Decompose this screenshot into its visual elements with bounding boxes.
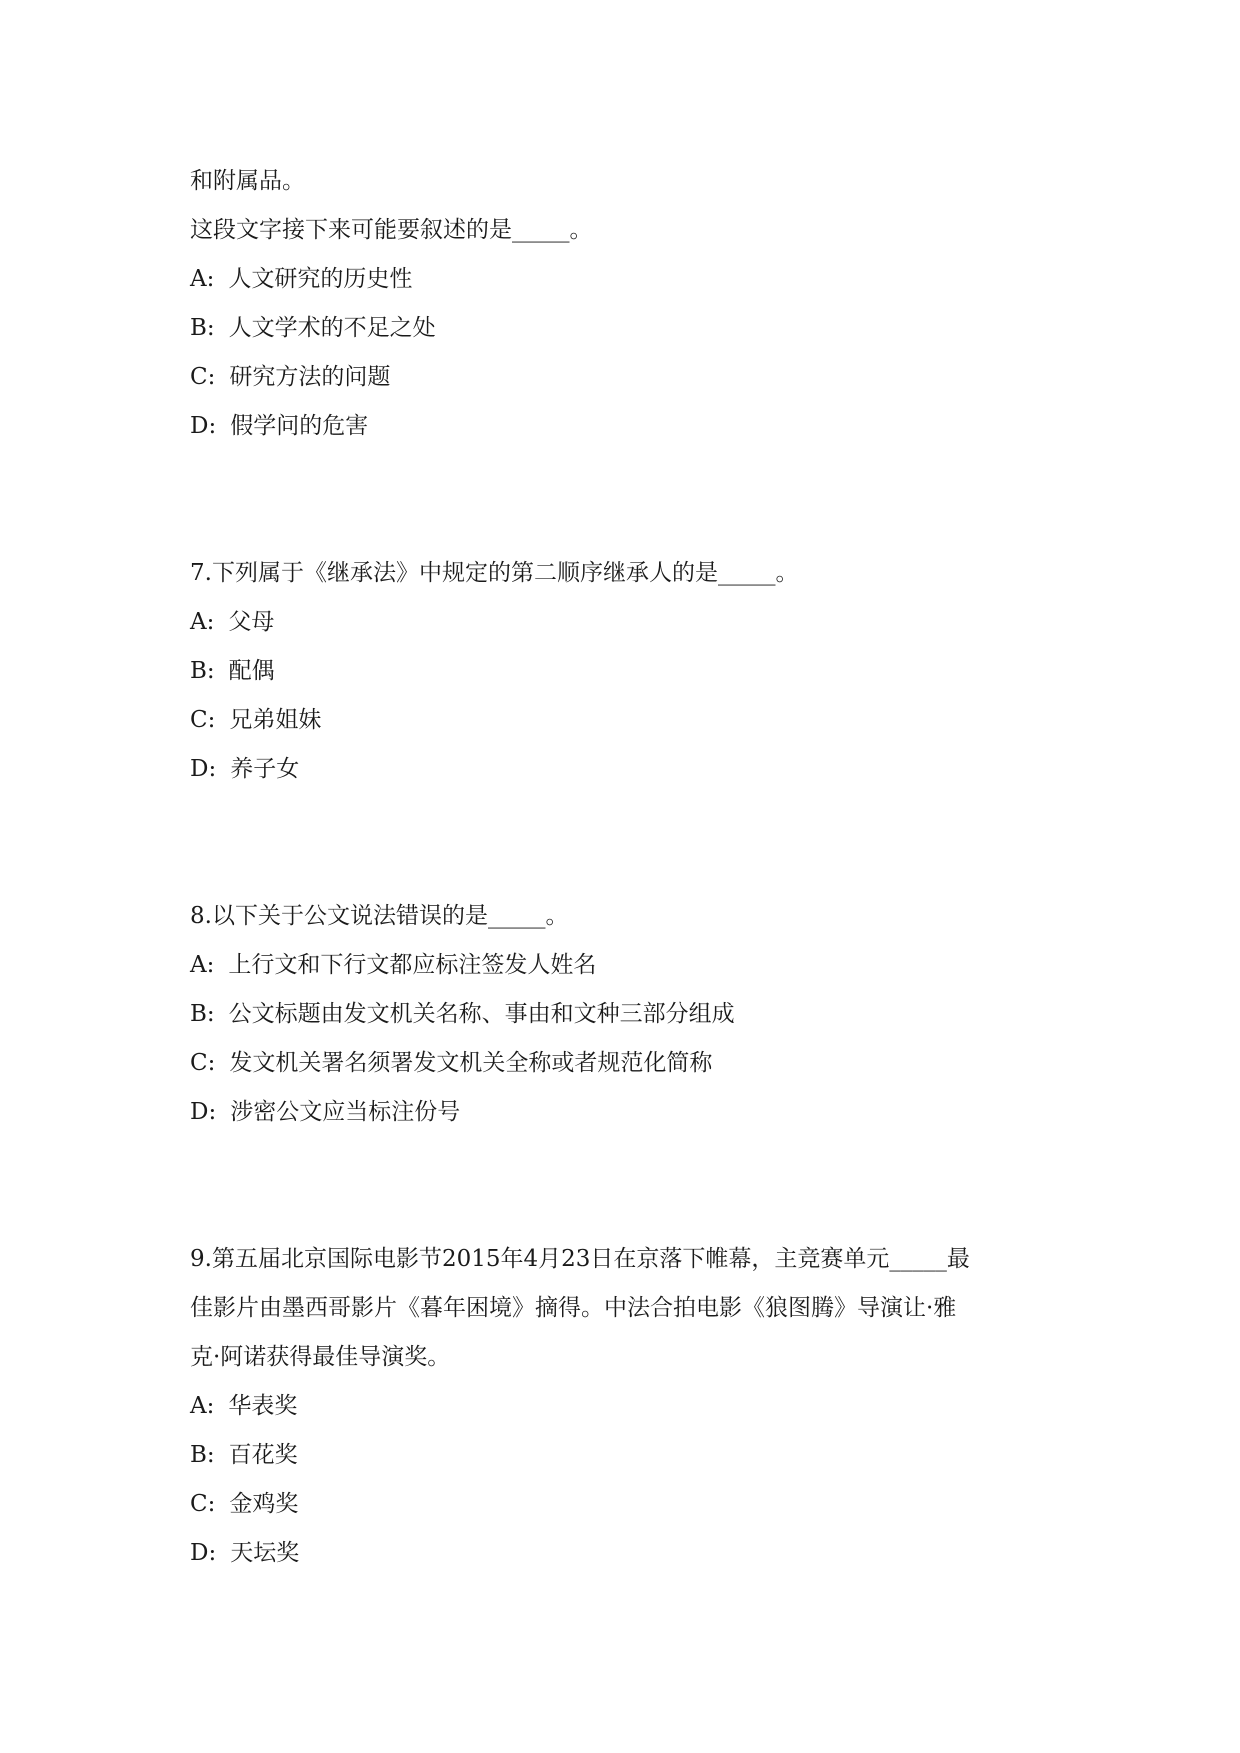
option-c [190, 1039, 1060, 1088]
option-text: 华表奖 [228, 1393, 298, 1419]
option-letter: A: [190, 266, 215, 292]
option-d [190, 1088, 1060, 1137]
option-text: 涉密公文应当标注份号 [230, 1099, 461, 1125]
option-letter: B: [190, 1442, 215, 1468]
option-b [190, 304, 1060, 353]
option-letter: C: [190, 1491, 216, 1517]
option-b [190, 990, 1060, 1039]
option-text: 人文研究的历史性 [228, 266, 413, 292]
option-a [190, 941, 1060, 990]
question-text-line: 和附属品。 [190, 168, 305, 194]
option-text: 金鸡奖 [229, 1491, 299, 1517]
question-block [190, 1235, 1060, 1578]
option-a [190, 598, 1060, 647]
question-block [190, 549, 1060, 794]
option-a [190, 255, 1060, 304]
option-letter: D: [190, 413, 217, 439]
option-d [190, 1529, 1060, 1578]
option-letter: B: [190, 658, 215, 684]
option-text: 假学问的危害 [230, 413, 369, 439]
question-text-line: 这段文字接下来可能要叙述的是_____。 [190, 217, 593, 243]
question-block [190, 892, 1060, 1137]
question-text-line: 8.以下关于公文说法错误的是_____。 [190, 903, 569, 929]
question-block [190, 157, 1060, 451]
option-text: 天坛奖 [230, 1540, 300, 1566]
option-c [190, 353, 1060, 402]
option-text: 养子女 [230, 756, 300, 782]
option-text: 父母 [228, 609, 275, 635]
option-text: 研究方法的问题 [229, 364, 391, 390]
option-letter: B: [190, 1001, 215, 1027]
option-letter: C: [190, 707, 216, 733]
question-list [190, 157, 1060, 1578]
option-text: 上行文和下行文都应标注签发人姓名 [228, 952, 597, 978]
option-letter: C: [190, 1050, 216, 1076]
question-text-line: 7.下列属于《继承法》中规定的第二顺序继承人的是_____。 [190, 560, 799, 586]
option-text: 兄弟姐妹 [229, 707, 322, 733]
option-b [190, 647, 1060, 696]
question-text-line: 佳影片由墨西哥影片《暮年困境》摘得。中法合拍电影《狼图腾》导演让·雅 [190, 1295, 957, 1321]
question-text-line: 9.第五届北京国际电影节2015年4月23日在京落下帷幕，主竞赛单元_____最 [190, 1246, 970, 1272]
option-letter: D: [190, 756, 217, 782]
question-text-line: 克·阿诺获得最佳导演奖。 [190, 1344, 451, 1370]
option-letter: D: [190, 1540, 217, 1566]
option-letter: A: [190, 609, 215, 635]
option-letter: A: [190, 952, 215, 978]
option-text: 发文机关署名须署发文机关全称或者规范化简称 [229, 1050, 713, 1076]
option-text: 人文学术的不足之处 [228, 315, 436, 341]
option-d [190, 745, 1060, 794]
option-letter: D: [190, 1099, 217, 1125]
option-letter: A: [190, 1393, 215, 1419]
option-c [190, 1480, 1060, 1529]
option-text: 配偶 [228, 658, 275, 684]
option-text: 百花奖 [228, 1442, 298, 1468]
option-a [190, 1382, 1060, 1431]
option-letter: B: [190, 315, 215, 341]
option-text: 公文标题由发文机关名称、事由和文种三部分组成 [228, 1001, 735, 1027]
option-letter: C: [190, 364, 216, 390]
option-b [190, 1431, 1060, 1480]
option-c [190, 696, 1060, 745]
option-d [190, 402, 1060, 451]
